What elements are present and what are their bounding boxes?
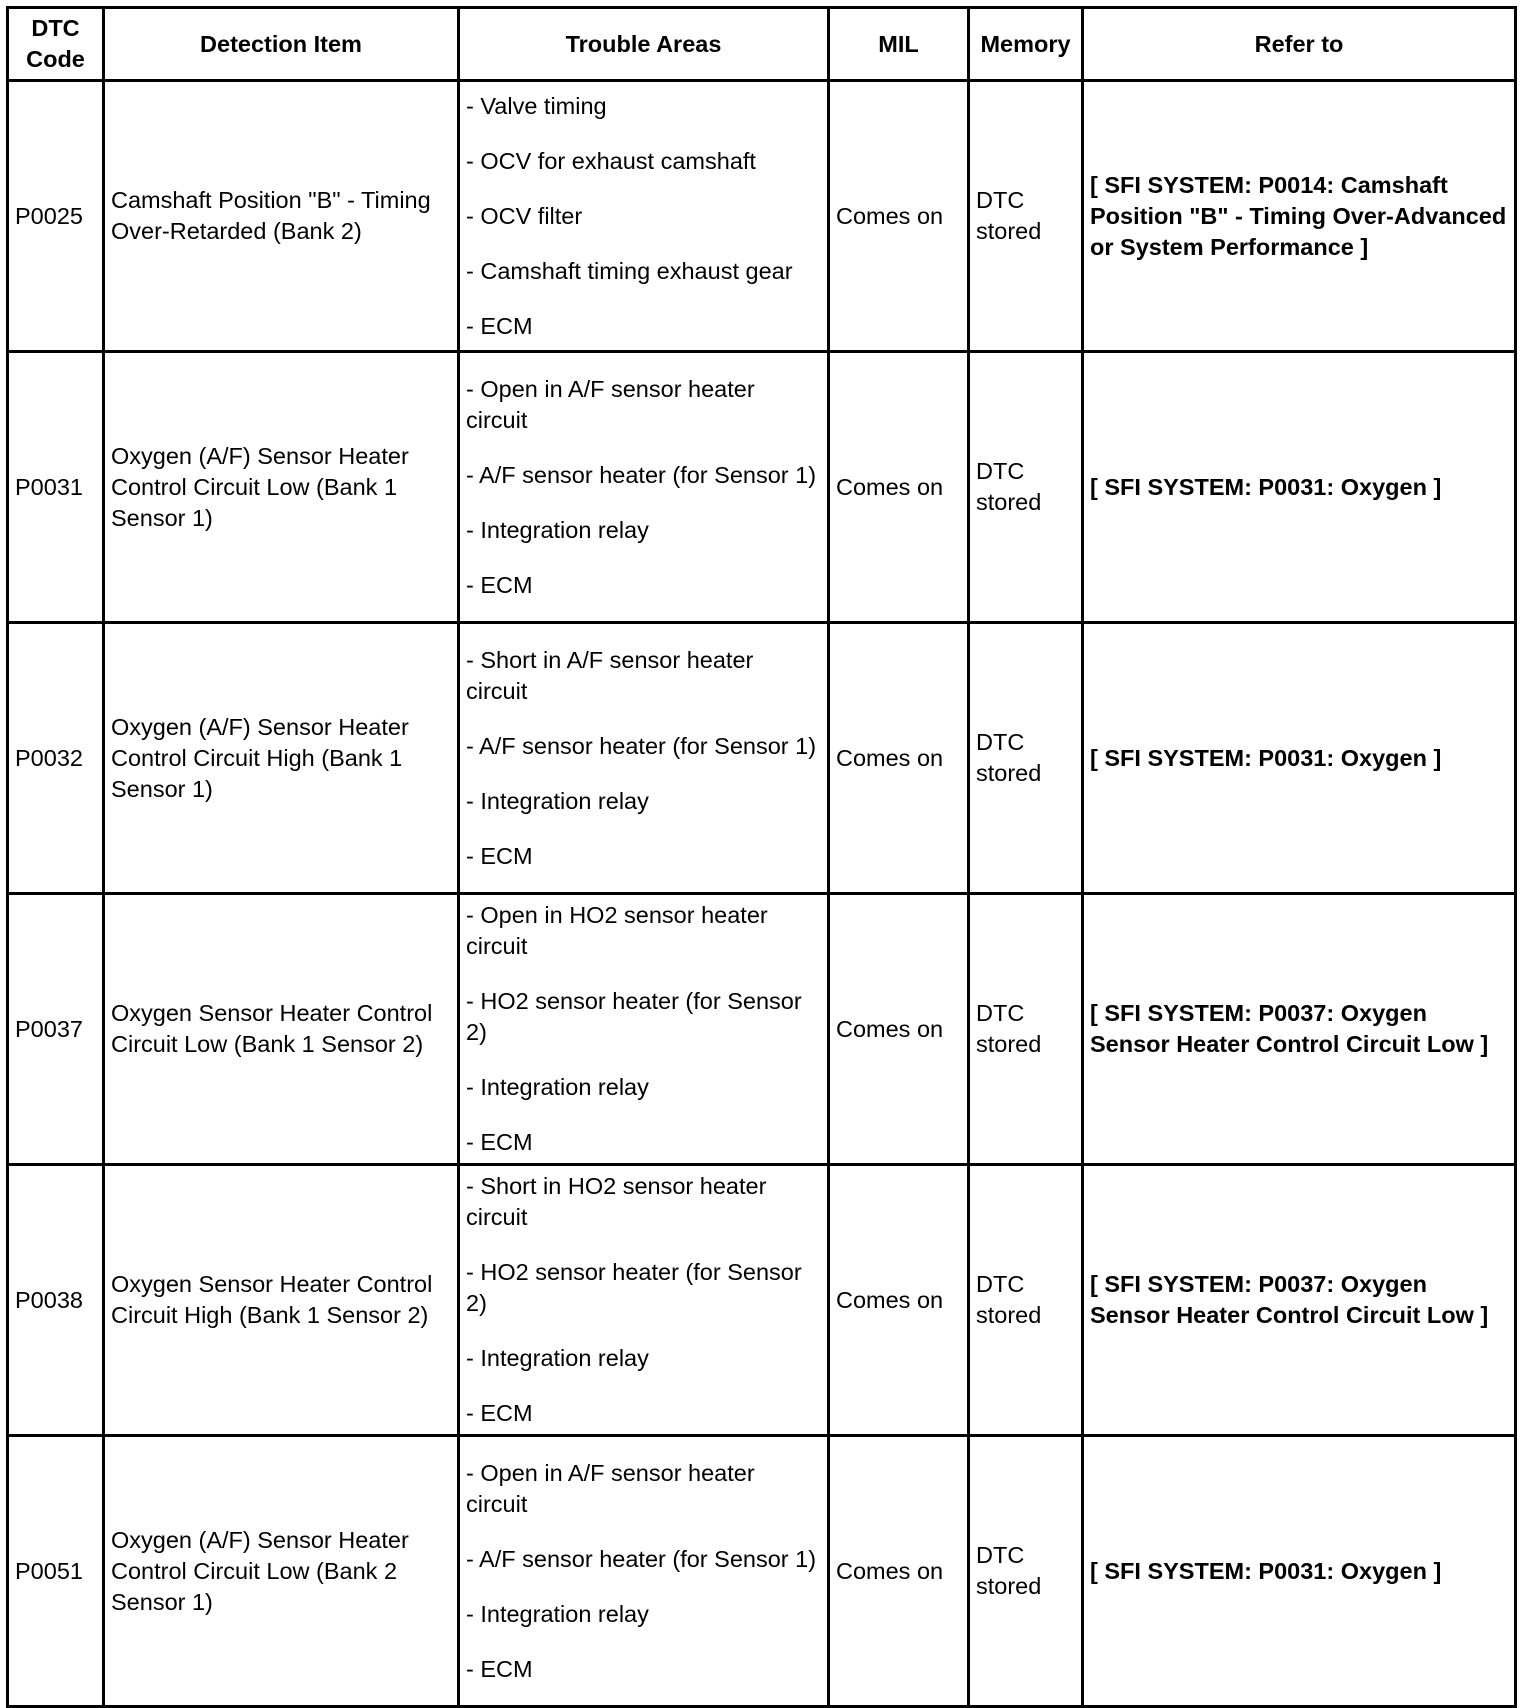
trouble-areas-cell (459, 894, 829, 1165)
mil-cell: Comes on (829, 1436, 969, 1707)
trouble-area-item: - A/F sensor heater (for Sensor 1) (466, 1545, 817, 1572)
refer-to-cell: [ SFI SYSTEM: P0014: Camshaft Position "B" - Timing Over-Advanced or System Performance ] (1083, 81, 1516, 352)
trouble-area-item: - Integration relay (466, 1600, 649, 1627)
header-trouble-areas: Trouble Areas (459, 8, 829, 81)
table-row (8, 352, 1516, 623)
refer-to-cell: [ SFI SYSTEM: P0031: Oxygen ] (1083, 1436, 1516, 1707)
trouble-area-item: - Open in A/F sensor heater circuit (466, 375, 755, 433)
trouble-area-item: - A/F sensor heater (for Sensor 1) (466, 732, 817, 759)
detection-item-cell: Oxygen Sensor Heater Control Circuit High (Bank 1 Sensor 2) (104, 1165, 459, 1436)
detection-item-cell: Oxygen Sensor Heater Control Circuit Low (Bank 1 Sensor 2) (104, 894, 459, 1165)
trouble-area-item: - ECM (466, 312, 533, 339)
header-dtc-code: DTC Code (8, 8, 104, 81)
refer-to-cell: [ SFI SYSTEM: P0037: Oxygen Sensor Heater Control Circuit Low ] (1083, 1165, 1516, 1436)
table-row (8, 1436, 1516, 1707)
header-mil: MIL (829, 8, 969, 81)
detection-item-cell: Camshaft Position "B" - Timing Over-Retarded (Bank 2) (104, 81, 459, 352)
table-row (8, 1165, 1516, 1436)
trouble-area-item: - Integration relay (466, 516, 649, 543)
trouble-area-item: - A/F sensor heater (for Sensor 1) (466, 461, 817, 488)
trouble-area-item: - Integration relay (466, 1345, 649, 1371)
trouble-area-item: - Open in A/F sensor heater circuit (466, 1459, 755, 1517)
dtc-code-cell: P0037 (8, 894, 104, 1165)
detection-item-cell: Oxygen (A/F) Sensor Heater Control Circuit Low (Bank 2 Sensor 1) (104, 1436, 459, 1707)
trouble-area-item: - OCV filter (466, 202, 583, 229)
mil-cell: Comes on (829, 1165, 969, 1436)
trouble-area-item: - HO2 sensor heater (for Sensor 2) (466, 1259, 802, 1316)
mil-cell: Comes on (829, 81, 969, 352)
trouble-areas-cell (459, 1165, 829, 1436)
trouble-area-item: - ECM (466, 1655, 533, 1682)
trouble-areas-cell (459, 1436, 829, 1707)
trouble-area-item: - Integration relay (466, 1074, 649, 1100)
table-row (8, 894, 1516, 1165)
table-row (8, 623, 1516, 894)
trouble-areas-cell (459, 623, 829, 894)
memory-cell: DTC stored (969, 1436, 1083, 1707)
table-row (8, 81, 1516, 352)
memory-cell: DTC stored (969, 623, 1083, 894)
mil-cell: Comes on (829, 352, 969, 623)
trouble-area-item: - Integration relay (466, 787, 649, 814)
memory-cell: DTC stored (969, 352, 1083, 623)
trouble-area-item: - ECM (466, 571, 533, 598)
detection-item-cell: Oxygen (A/F) Sensor Heater Control Circuit Low (Bank 1 Sensor 1) (104, 352, 459, 623)
refer-to-cell: [ SFI SYSTEM: P0031: Oxygen ] (1083, 623, 1516, 894)
memory-cell: DTC stored (969, 894, 1083, 1165)
trouble-areas-cell (459, 352, 829, 623)
trouble-area-item: - HO2 sensor heater (for Sensor 2) (466, 988, 802, 1045)
trouble-area-item: - Short in HO2 sensor heater circuit (466, 1173, 767, 1230)
memory-cell: DTC stored (969, 1165, 1083, 1436)
trouble-areas-cell (459, 81, 829, 352)
trouble-area-item: - ECM (466, 1400, 533, 1426)
mil-cell: Comes on (829, 894, 969, 1165)
trouble-area-item: - ECM (466, 1129, 533, 1155)
trouble-area-item: - Open in HO2 sensor heater circuit (466, 902, 768, 959)
trouble-area-item: - Valve timing (466, 92, 607, 119)
dtc-code-cell: P0051 (8, 1436, 104, 1707)
refer-to-cell: [ SFI SYSTEM: P0037: Oxygen Sensor Heater Control Circuit Low ] (1083, 894, 1516, 1165)
header-row (8, 8, 1516, 81)
memory-cell: DTC stored (969, 81, 1083, 352)
dtc-code-cell: P0025 (8, 81, 104, 352)
trouble-area-item: - Camshaft timing exhaust gear (466, 257, 793, 284)
trouble-area-item: - OCV for exhaust camshaft (466, 147, 756, 174)
dtc-code-cell: P0031 (8, 352, 104, 623)
header-refer-to: Refer to (1083, 8, 1516, 81)
header-detection-item: Detection Item (104, 8, 459, 81)
detection-item-cell: Oxygen (A/F) Sensor Heater Control Circuit High (Bank 1 Sensor 1) (104, 623, 459, 894)
header-memory: Memory (969, 8, 1083, 81)
refer-to-cell: [ SFI SYSTEM: P0031: Oxygen ] (1083, 352, 1516, 623)
mil-cell: Comes on (829, 623, 969, 894)
dtc-code-cell: P0032 (8, 623, 104, 894)
dtc-code-cell: P0038 (8, 1165, 104, 1436)
dtc-table (6, 6, 1517, 1708)
trouble-area-item: - ECM (466, 842, 533, 869)
trouble-area-item: - Short in A/F sensor heater circuit (466, 646, 754, 704)
